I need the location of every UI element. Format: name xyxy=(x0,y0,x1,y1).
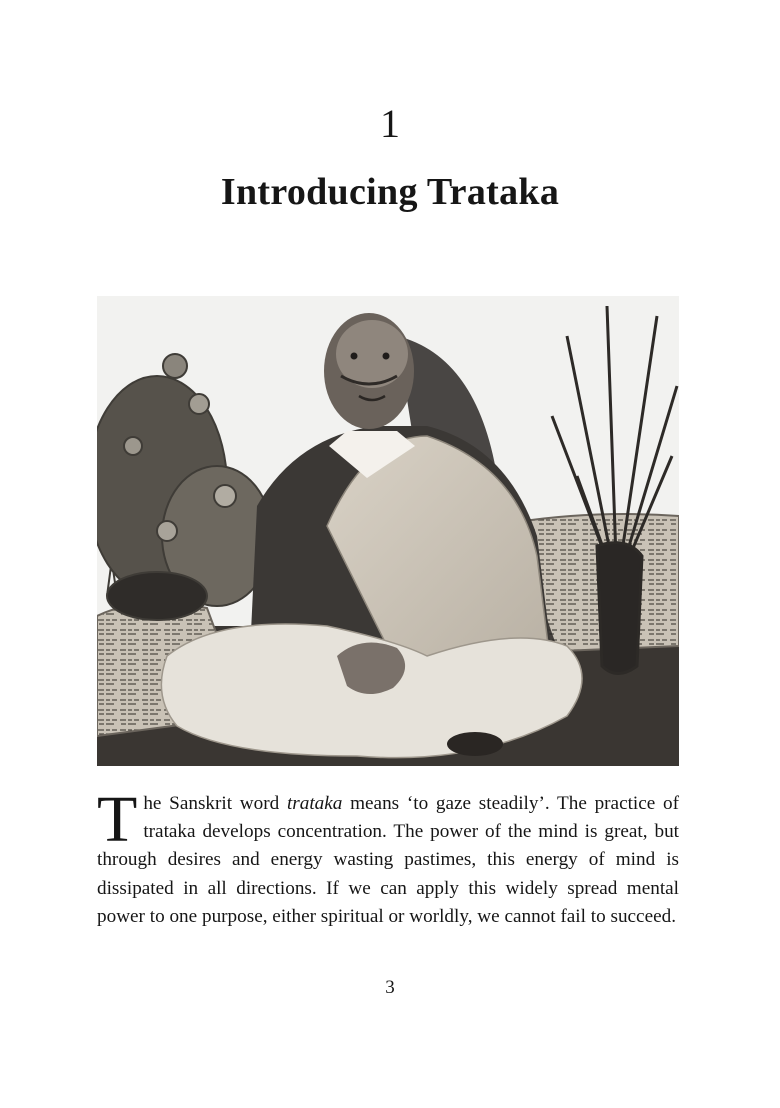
drop-cap: T xyxy=(97,783,138,856)
body-text-segment-1: he Sanskrit word xyxy=(143,793,287,814)
portrait-photo xyxy=(97,296,679,766)
chapter-number: 1 xyxy=(380,101,400,146)
chapter-title: Introducing Trataka xyxy=(220,171,560,213)
page-number: 3 xyxy=(385,977,395,998)
body-paragraph xyxy=(97,783,679,931)
body-text-italic-term: trataka xyxy=(286,793,343,814)
body-text-segment-2: means ‘to gaze steadily’. The practice of trataka develops concentration. The power of the mind is great, but through desires and energy wasting pastimes, this energy of mind is dissipated in all directions. If we can apply this widely spread mental power to one purpose, either spiritual or worldly, we cannot fail to succeed. xyxy=(97,793,679,927)
